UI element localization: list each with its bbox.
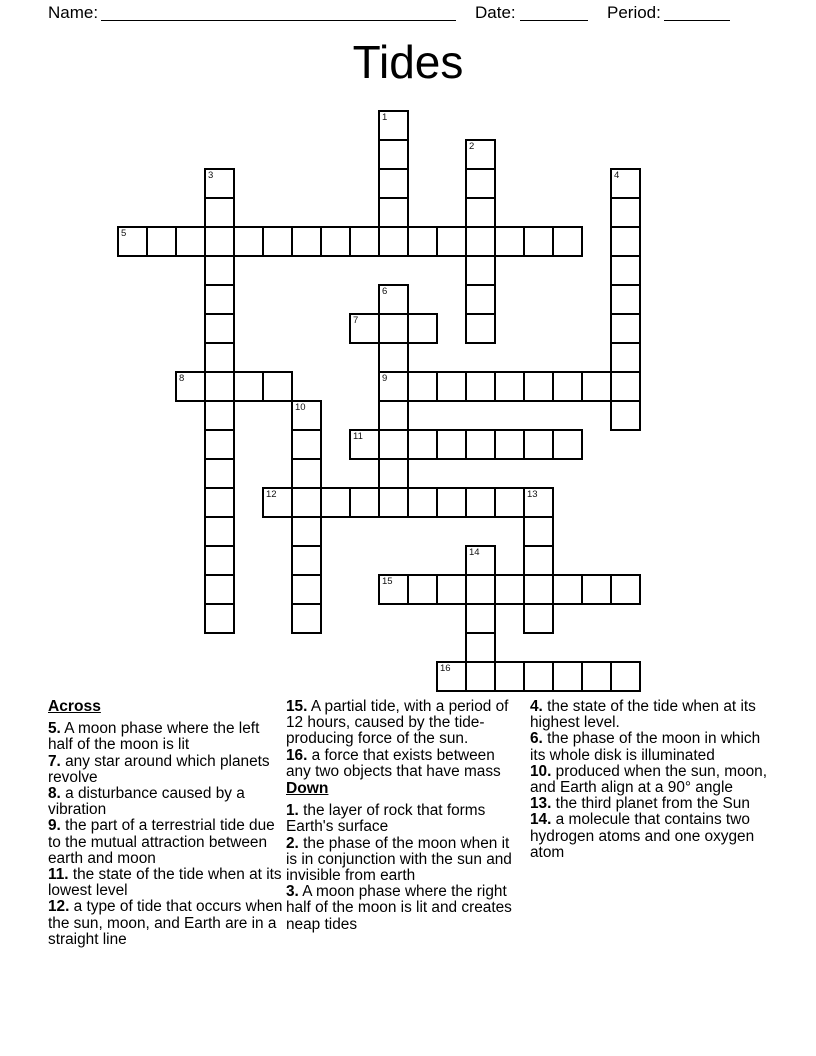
- crossword-cell[interactable]: [494, 574, 525, 605]
- cell-number: 11: [353, 431, 363, 442]
- crossword-cell[interactable]: [291, 458, 322, 489]
- clue-8: 8. a disturbance caused by a vibration: [48, 785, 245, 819]
- clue-number: 13.: [530, 795, 552, 813]
- cell-number: 10: [295, 402, 306, 413]
- crossword-cell[interactable]: [291, 487, 322, 518]
- crossword-cell[interactable]: [378, 168, 409, 199]
- crossword-cell[interactable]: [494, 371, 525, 402]
- clue-13: 13. the third planet from the Sun: [530, 795, 750, 813]
- cell-number: 12: [266, 489, 277, 500]
- crossword-cell[interactable]: [204, 197, 235, 228]
- crossword-cell[interactable]: [349, 429, 380, 460]
- period-label: Period:: [607, 3, 661, 22]
- cell-number: 8: [179, 373, 185, 384]
- crossword-cell[interactable]: [204, 255, 235, 286]
- crossword-cell[interactable]: [378, 313, 409, 344]
- crossword-cell[interactable]: [436, 226, 467, 257]
- crossword-cell[interactable]: [349, 313, 380, 344]
- crossword-cell[interactable]: [378, 458, 409, 489]
- crossword-cell[interactable]: [436, 487, 467, 518]
- crossword-cell[interactable]: [204, 400, 235, 431]
- crossword-cell[interactable]: [349, 226, 380, 257]
- crossword-grid: [117, 110, 643, 694]
- crossword-cell[interactable]: [291, 603, 322, 634]
- crossword-cell[interactable]: [378, 371, 409, 402]
- crossword-cell[interactable]: [465, 197, 496, 228]
- crossword-cell[interactable]: [175, 371, 206, 402]
- crossword-cell[interactable]: [378, 197, 409, 228]
- crossword-cell[interactable]: [523, 545, 554, 576]
- crossword-cell[interactable]: [204, 342, 235, 373]
- crossword-cell[interactable]: [465, 284, 496, 315]
- clue-number: 5.: [48, 720, 61, 738]
- crossword-cell[interactable]: [552, 371, 583, 402]
- crossword-cell[interactable]: [610, 661, 641, 692]
- crossword-cell[interactable]: [204, 574, 235, 605]
- crossword-cell[interactable]: [436, 574, 467, 605]
- crossword-cell[interactable]: [494, 487, 525, 518]
- crossword-cell[interactable]: [320, 226, 351, 257]
- cell-number: 5: [121, 228, 127, 239]
- crossword-cell[interactable]: [465, 429, 496, 460]
- crossword-cell[interactable]: [407, 313, 438, 344]
- clue-number: 7.: [48, 752, 61, 770]
- crossword-cell[interactable]: [465, 632, 496, 663]
- crossword-cell[interactable]: [204, 168, 235, 199]
- crossword-cell[interactable]: [378, 110, 409, 141]
- clues-column-2: [286, 699, 520, 933]
- crossword-cell[interactable]: [523, 487, 554, 518]
- crossword-cell[interactable]: [523, 226, 554, 257]
- crossword-cell[interactable]: [465, 487, 496, 518]
- clue-number: 6.: [530, 730, 543, 748]
- crossword-cell[interactable]: [610, 226, 641, 257]
- crossword-cell[interactable]: [204, 516, 235, 547]
- crossword-cell[interactable]: [610, 400, 641, 431]
- clue-3: 3. A moon phase where the right half of the moon is lit and creates neap tides: [286, 883, 512, 933]
- clue-1: 1. the layer of rock that forms Earth's surface: [286, 802, 486, 836]
- crossword-cell[interactable]: [465, 574, 496, 605]
- crossword-cell[interactable]: [610, 313, 641, 344]
- crossword-cell[interactable]: [320, 487, 351, 518]
- crossword-cell[interactable]: [465, 168, 496, 199]
- crossword-cell[interactable]: [523, 603, 554, 634]
- crossword-cell[interactable]: [581, 661, 612, 692]
- crossword-cell[interactable]: [407, 429, 438, 460]
- date-label: Date:: [475, 3, 516, 22]
- cell-number: 4: [614, 170, 620, 181]
- crossword-cell[interactable]: [204, 226, 235, 257]
- crossword-cell[interactable]: [436, 661, 467, 692]
- clue-4: 4. the state of the tide when at its highest level.: [530, 698, 756, 732]
- crossword-cell[interactable]: [407, 487, 438, 518]
- crossword-cell[interactable]: [378, 226, 409, 257]
- crossword-cell[interactable]: [204, 458, 235, 489]
- crossword-cell[interactable]: [291, 574, 322, 605]
- crossword-cell[interactable]: [552, 429, 583, 460]
- crossword-cell[interactable]: [233, 226, 264, 257]
- crossword-cell[interactable]: [291, 516, 322, 547]
- crossword-cell[interactable]: [523, 516, 554, 547]
- crossword-cell[interactable]: [204, 313, 235, 344]
- crossword-cell[interactable]: [465, 371, 496, 402]
- crossword-cell[interactable]: [378, 342, 409, 373]
- cell-number: 13: [527, 489, 538, 500]
- clue-number: 12.: [48, 898, 70, 916]
- crossword-cell[interactable]: [581, 371, 612, 402]
- clue-2: 2. the phase of the moon when it is in conjunction with the sun and invisible from earth: [286, 834, 512, 885]
- crossword-cell[interactable]: [262, 487, 293, 518]
- crossword-cell[interactable]: [291, 226, 322, 257]
- crossword-cell[interactable]: [407, 574, 438, 605]
- crossword-cell[interactable]: [465, 139, 496, 170]
- crossword-cell[interactable]: [552, 574, 583, 605]
- crossword-cell[interactable]: [204, 284, 235, 315]
- cell-number: 3: [208, 170, 214, 181]
- crossword-cell[interactable]: [436, 371, 467, 402]
- crossword-cell[interactable]: [378, 487, 409, 518]
- clue-number: 4.: [530, 698, 543, 715]
- crossword-cell[interactable]: [204, 371, 235, 402]
- crossword-cell[interactable]: [523, 371, 554, 402]
- date-blank-line[interactable]: [520, 4, 588, 21]
- clues-heading-down: Down: [286, 780, 329, 798]
- crossword-cell[interactable]: [610, 197, 641, 228]
- cell-number: 14: [469, 547, 480, 558]
- crossword-cell[interactable]: [494, 429, 525, 460]
- crossword-cell[interactable]: [407, 226, 438, 257]
- crossword-cell[interactable]: [465, 226, 496, 257]
- clue-6: 6. the phase of the moon in which its whole disk is illuminated: [530, 730, 761, 764]
- cell-number: 2: [469, 141, 475, 152]
- crossword-cell[interactable]: [291, 400, 322, 431]
- crossword-cell[interactable]: [465, 661, 496, 692]
- clue-9: 9. the part of a terrestrial tide due to the mutual attraction between earth and moon: [48, 817, 275, 867]
- crossword-cell[interactable]: [291, 545, 322, 576]
- clue-number: 3.: [286, 883, 299, 901]
- cell-number: 1: [382, 112, 388, 123]
- crossword-cell[interactable]: [407, 371, 438, 402]
- puzzle-title: Tides: [352, 36, 464, 88]
- crossword-cell[interactable]: [262, 371, 293, 402]
- clues-column-3: [530, 699, 768, 861]
- crossword-cell[interactable]: [581, 574, 612, 605]
- crossword-cell[interactable]: [523, 574, 554, 605]
- crossword-cell[interactable]: [204, 545, 235, 576]
- crossword-cell[interactable]: [291, 429, 322, 460]
- cell-number: 9: [382, 373, 388, 384]
- crossword-cell[interactable]: [610, 284, 641, 315]
- clue-7: 7. any star around which planets revolve: [48, 752, 270, 786]
- crossword-cell[interactable]: [465, 545, 496, 576]
- crossword-cell[interactable]: [465, 313, 496, 344]
- crossword-cell[interactable]: [523, 429, 554, 460]
- clue-number: 14.: [530, 811, 552, 829]
- name-label: Name:: [48, 3, 99, 22]
- clue-16: 16. a force that exists between any two objects that have mass: [286, 746, 501, 780]
- clue-5: 5. A moon phase where the left half of the moon is lit: [48, 720, 260, 754]
- crossword-cell[interactable]: [378, 139, 409, 170]
- clue-15: 15. A partial tide, with a period of 12 hours, caused by the tide-producing force of the sun.: [286, 698, 509, 748]
- crossword-cell[interactable]: [436, 429, 467, 460]
- crossword-cell[interactable]: [117, 226, 148, 257]
- crossword-cell[interactable]: [552, 661, 583, 692]
- crossword-cell[interactable]: [378, 574, 409, 605]
- crossword-cell[interactable]: [494, 661, 525, 692]
- clue-number: 11.: [48, 866, 69, 884]
- crossword-cell[interactable]: [204, 429, 235, 460]
- name-blank-line[interactable]: [101, 4, 456, 21]
- crossword-cell[interactable]: [204, 603, 235, 634]
- crossword-cell[interactable]: [610, 371, 641, 402]
- crossword-cell[interactable]: [378, 400, 409, 431]
- clue-11: 11. the state of the tide when at its lowest level: [48, 866, 282, 900]
- crossword-cell[interactable]: [378, 429, 409, 460]
- cell-number: 16: [440, 663, 451, 674]
- clue-number: 15.: [286, 698, 308, 715]
- crossword-cell[interactable]: [610, 168, 641, 199]
- clue-number: 2.: [286, 834, 299, 852]
- crossword-cell[interactable]: [146, 226, 177, 257]
- clues-column-1: [48, 699, 284, 948]
- cell-number: 7: [353, 315, 359, 326]
- clue-14: 14. a molecule that contains two hydrogen atoms and one oxygen atom: [530, 811, 755, 861]
- period-blank-line[interactable]: [664, 4, 730, 21]
- crossword-cell[interactable]: [610, 574, 641, 605]
- clue-number: 8.: [48, 785, 61, 803]
- crossword-cell[interactable]: [465, 603, 496, 634]
- crossword-cell[interactable]: [552, 226, 583, 257]
- crossword-cell[interactable]: [233, 371, 264, 402]
- clue-12: 12. a type of tide that occurs when the sun, moon, and Earth are in a straight line: [48, 898, 283, 948]
- clue-number: 10.: [530, 762, 552, 780]
- cell-number: 6: [382, 286, 388, 297]
- clues-heading-across: Across: [48, 698, 101, 715]
- crossword-cell[interactable]: [494, 226, 525, 257]
- clue-number: 9.: [48, 817, 61, 835]
- crossword-cell[interactable]: [262, 226, 293, 257]
- clue-number: 16.: [286, 746, 308, 764]
- clue-number: 1.: [286, 802, 299, 820]
- cell-number: 15: [382, 576, 393, 587]
- crossword-cell[interactable]: [175, 226, 206, 257]
- clue-10: 10. produced when the sun, moon, and Earth align at a 90° angle: [530, 762, 768, 797]
- crossword-cell[interactable]: [349, 487, 380, 518]
- crossword-cell[interactable]: [378, 284, 409, 315]
- crossword-cell[interactable]: [610, 342, 641, 373]
- crossword-cell[interactable]: [465, 255, 496, 286]
- crossword-cell[interactable]: [204, 487, 235, 518]
- crossword-cell[interactable]: [610, 255, 641, 286]
- crossword-cell[interactable]: [523, 661, 554, 692]
